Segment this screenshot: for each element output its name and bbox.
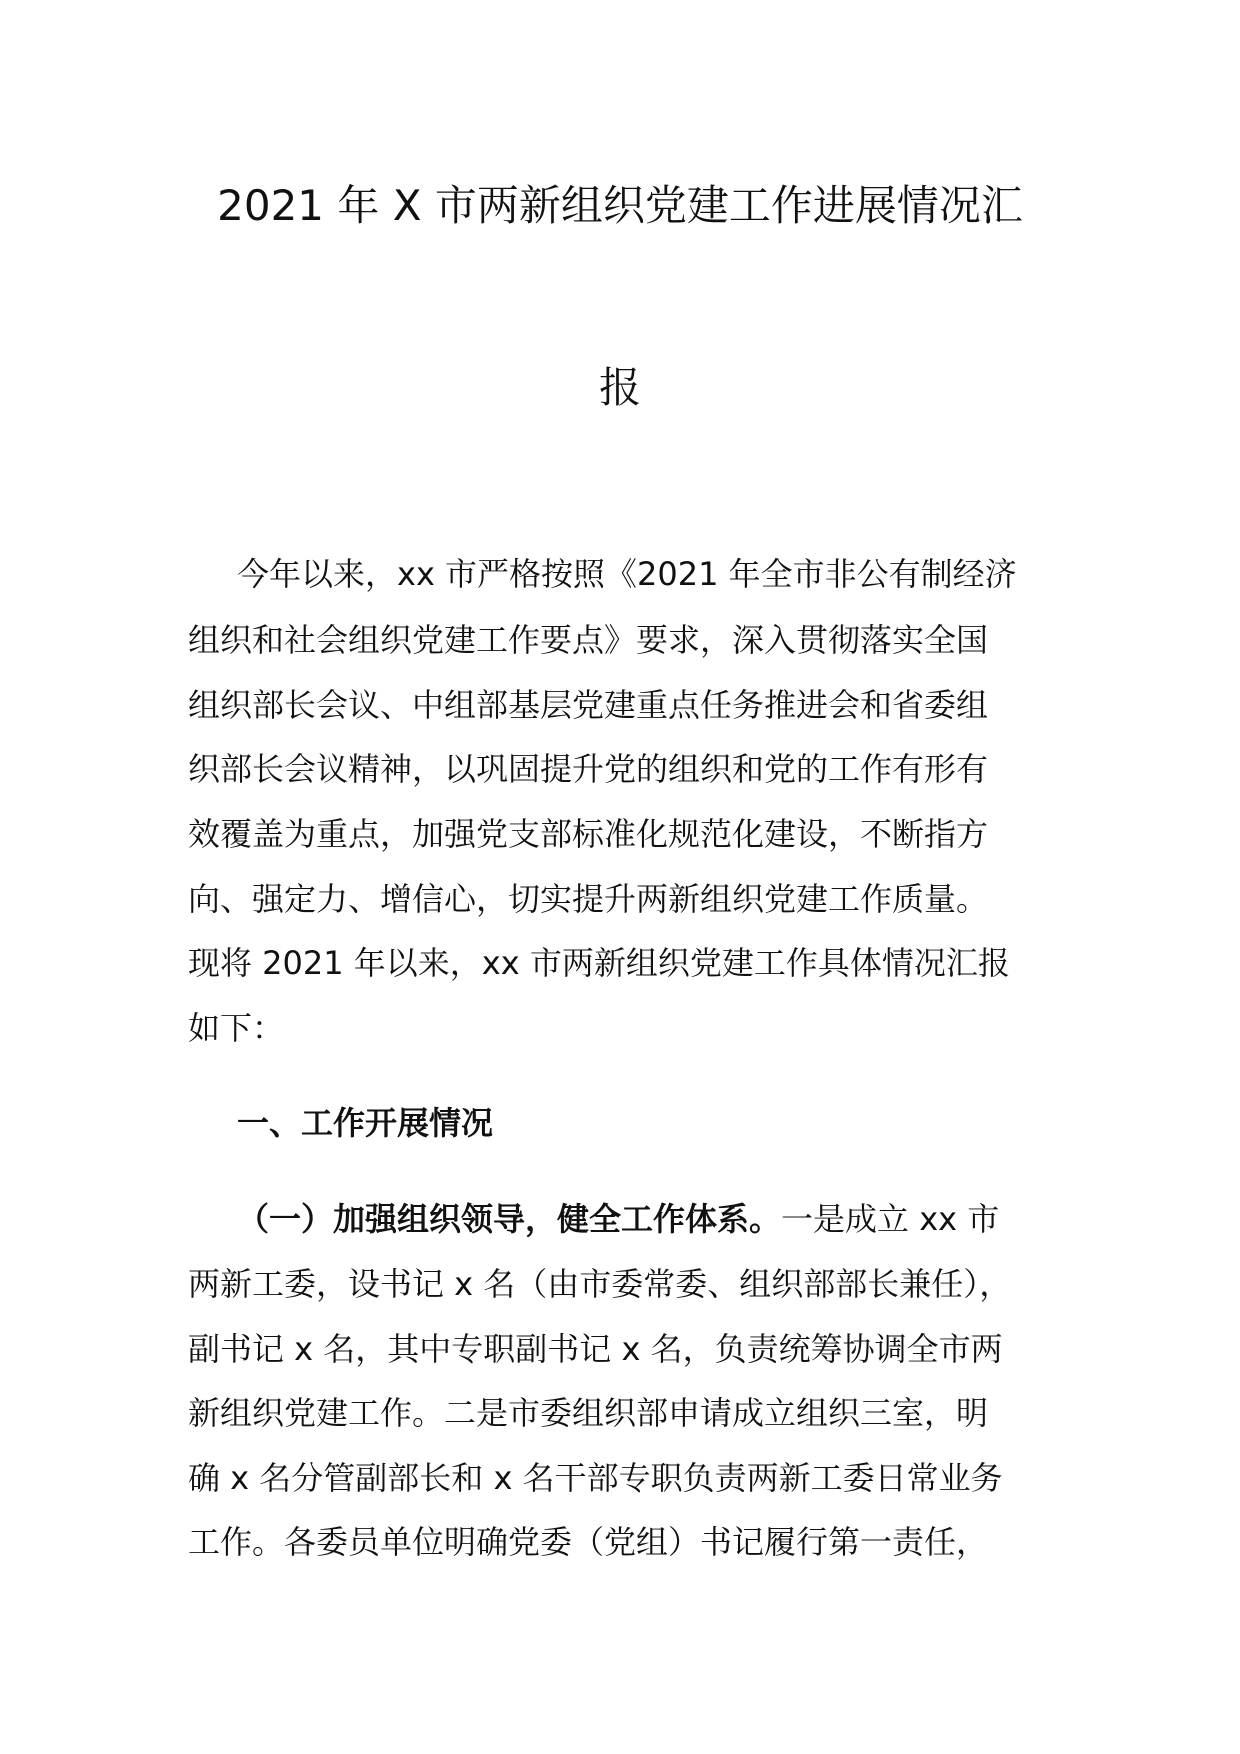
section-heading-1: 一、工作开展情况: [237, 1104, 494, 1142]
subsection-1-line-6: 工作。各委员单位明确党委（党组）书记履行第一责任，: [188, 1523, 989, 1561]
subsection-1-line-5: 确 x 名分管副部长和 x 名干部专职负责两新工委日常业务: [188, 1459, 1003, 1497]
intro-line-5: 效覆盖为重点，加强党支部标准化规范化建设，不断指方: [188, 815, 989, 853]
subsection-1-line-4: 新组织党建工作。二是市委组织部申请成立组织三室，明: [188, 1394, 989, 1432]
intro-line-1: 今年以来，xx 市严格按照《2021 年全市非公有制经济: [237, 555, 1017, 593]
intro-line-6: 向、强定力、增信心，切实提升两新组织党建工作质量。: [188, 880, 989, 918]
intro-line-7: 现将 2021 年以来，xx 市两新组织党建工作具体情况汇报: [188, 944, 1010, 982]
intro-line-3: 组织部长会议、中组部基层党建重点任务推进会和省委组: [188, 686, 989, 724]
subsection-1-line-3: 副书记 x 名，其中专职副书记 x 名，负责统筹协调全市两: [188, 1330, 1003, 1368]
document-title-line-2: 报: [598, 363, 641, 412]
subsection-1-first-line: [237, 1199, 1137, 1239]
document-title-line-1: 2021 年 X 市两新组织党建工作进展情况汇: [217, 181, 1023, 230]
subsection-1-first-line-text: 一是成立 xx 市: [781, 1200, 1000, 1238]
intro-line-8: 如下：: [188, 1009, 285, 1047]
intro-line-2: 组织和社会组织党建工作要点》要求，深入贯彻落实全国: [188, 621, 989, 659]
subsection-1-line-2: 两新工委，设书记 x 名（由市委常委、组织部部长兼任），: [188, 1265, 1012, 1303]
subsection-1-heading: （一）加强组织领导，健全工作体系。: [237, 1200, 782, 1238]
intro-line-4: 织部长会议精神，以巩固提升党的组织和党的工作有形有: [188, 750, 989, 788]
